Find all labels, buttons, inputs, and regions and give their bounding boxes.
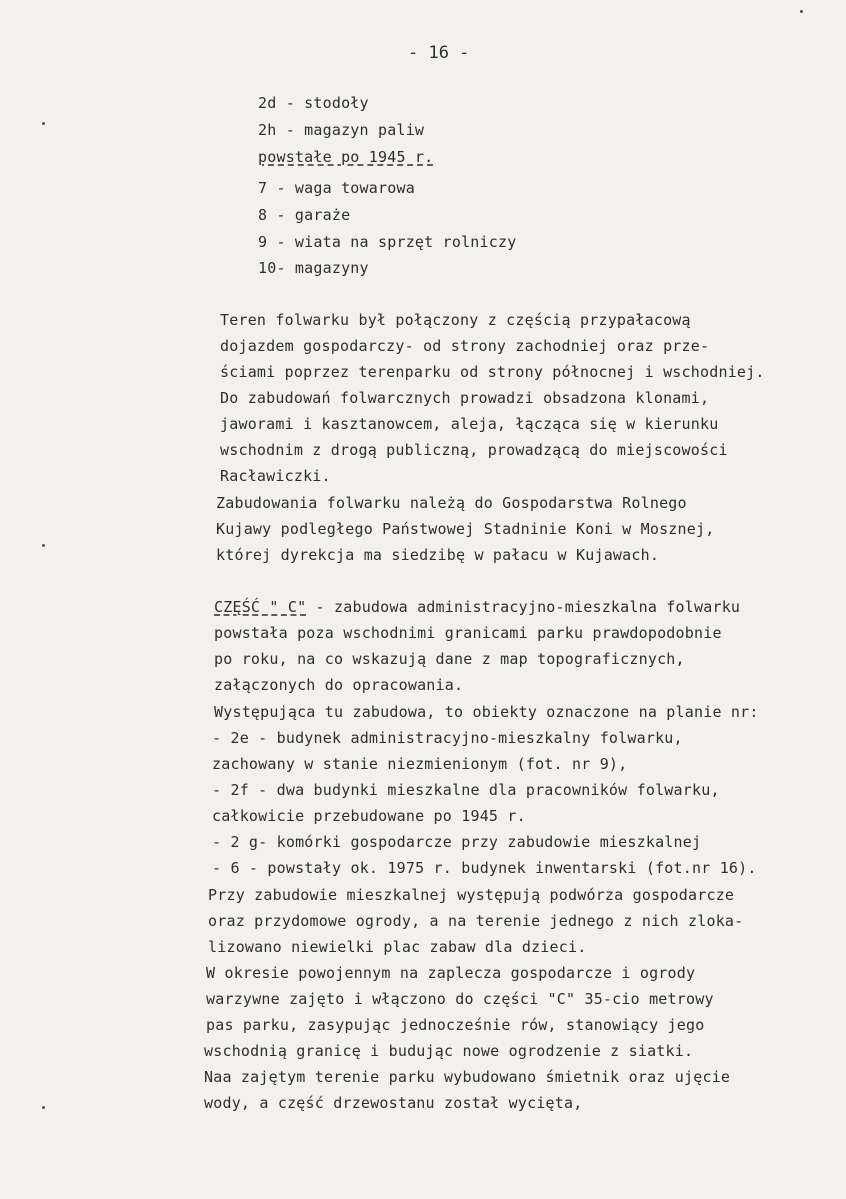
list-item: - 2f - dwa budynki mieszkalne dla pracowników folwarku,	[212, 781, 720, 799]
paragraph-line: ściami poprzez terenparku od strony północnej i wschodniej.	[220, 363, 765, 381]
list-item: 8 - garaże	[258, 206, 351, 224]
section-heading: powstałe po 1945 r.	[258, 148, 434, 166]
paragraph-line: wody, a część drzewostanu został wycięta,	[204, 1094, 583, 1112]
paragraph-line: Występująca tu zabudowa, to obiekty oznaczone na planie nr:	[214, 703, 759, 721]
list-item: 2d - stodoły	[258, 94, 369, 112]
paragraph-line: warzywne zajęto i włączono do części "C" 35-cio metrowy	[206, 990, 714, 1008]
paragraph-line: Przy zabudowie mieszkalnej występują podwórza gospodarcze	[208, 886, 735, 904]
list-item: 9 - wiata na sprzęt rolniczy	[258, 233, 517, 251]
paragraph-line: W okresie powojennym na zaplecza gospodarcze i ogrody	[206, 964, 696, 982]
margin-mark	[42, 1106, 45, 1109]
paragraph-line: po roku, na co wskazują dane z map topograficznych,	[214, 650, 685, 668]
section-c-label: CZĘŚĆ " C"	[214, 598, 307, 616]
paragraph-line: Kujawy podległego Państwowej Stadninie Koni w Mosznej,	[216, 520, 715, 538]
margin-mark	[42, 122, 45, 125]
list-item: - 2 g- komórki gospodarcze przy zabudowie mieszkalnej	[212, 833, 702, 851]
list-item: 10- magazyny	[258, 259, 369, 277]
paragraph-line: Racławiczki.	[220, 467, 331, 485]
list-item: - 2e - budynek administracyjno-mieszkalny folwarku,	[212, 729, 683, 747]
list-item: - 6 - powstały ok. 1975 r. budynek inwentarski (fot.nr 16).	[212, 859, 757, 877]
paragraph-line: Teren folwarku był połączony z częścią przypałacową	[220, 311, 691, 329]
paragraph-line: oraz przydomowe ogrody, a na terenie jednego z nich zloka-	[208, 912, 744, 930]
paragraph-line: wschodnią granicę i budując nowe ogrodzenie z siatki.	[204, 1042, 694, 1060]
margin-mark	[800, 10, 803, 13]
paragraph-line: której dyrekcja ma siedzibę w pałacu w Kujawach.	[216, 546, 660, 564]
section-c-heading	[214, 598, 740, 616]
page-number: - 16 -	[408, 43, 470, 63]
list-item: 2h - magazyn paliw	[258, 121, 425, 139]
paragraph-line: dojazdem gospodarczy- od strony zachodniej oraz prze-	[220, 337, 710, 355]
paragraph-line: jaworami i kasztanowcem, aleja, łącząca się w kierunku	[220, 415, 719, 433]
paragraph-line: Do zabudowań folwarcznych prowadzi obsadzona klonami,	[220, 389, 710, 407]
margin-mark	[42, 544, 45, 547]
section-c-description: - zabudowa administracyjno-mieszkalna folwarku	[306, 598, 741, 616]
list-item: zachowany w stanie niezmienionym (fot. nr 9),	[212, 755, 628, 773]
paragraph-line: lizowano niewielki plac zabaw dla dzieci.	[208, 938, 587, 956]
paragraph-line: załączonych do opracowania.	[214, 676, 464, 694]
paragraph-line: powstała poza wschodnimi granicami parku prawdopodobnie	[214, 624, 722, 642]
list-item: całkowicie przebudowane po 1945 r.	[212, 807, 526, 825]
paragraph-line: Zabudowania folwarku należą do Gospodarstwa Rolnego	[216, 494, 687, 512]
list-item: 7 - waga towarowa	[258, 179, 415, 197]
paragraph-line: Naa zajętym terenie parku wybudowano śmietnik oraz ujęcie	[204, 1068, 731, 1086]
paragraph-line: wschodnim z drogą publiczną, prowadzącą do miejscowości	[220, 441, 728, 459]
paragraph-line: pas parku, zasypując jednocześnie rów, stanowiący jego	[206, 1016, 705, 1034]
